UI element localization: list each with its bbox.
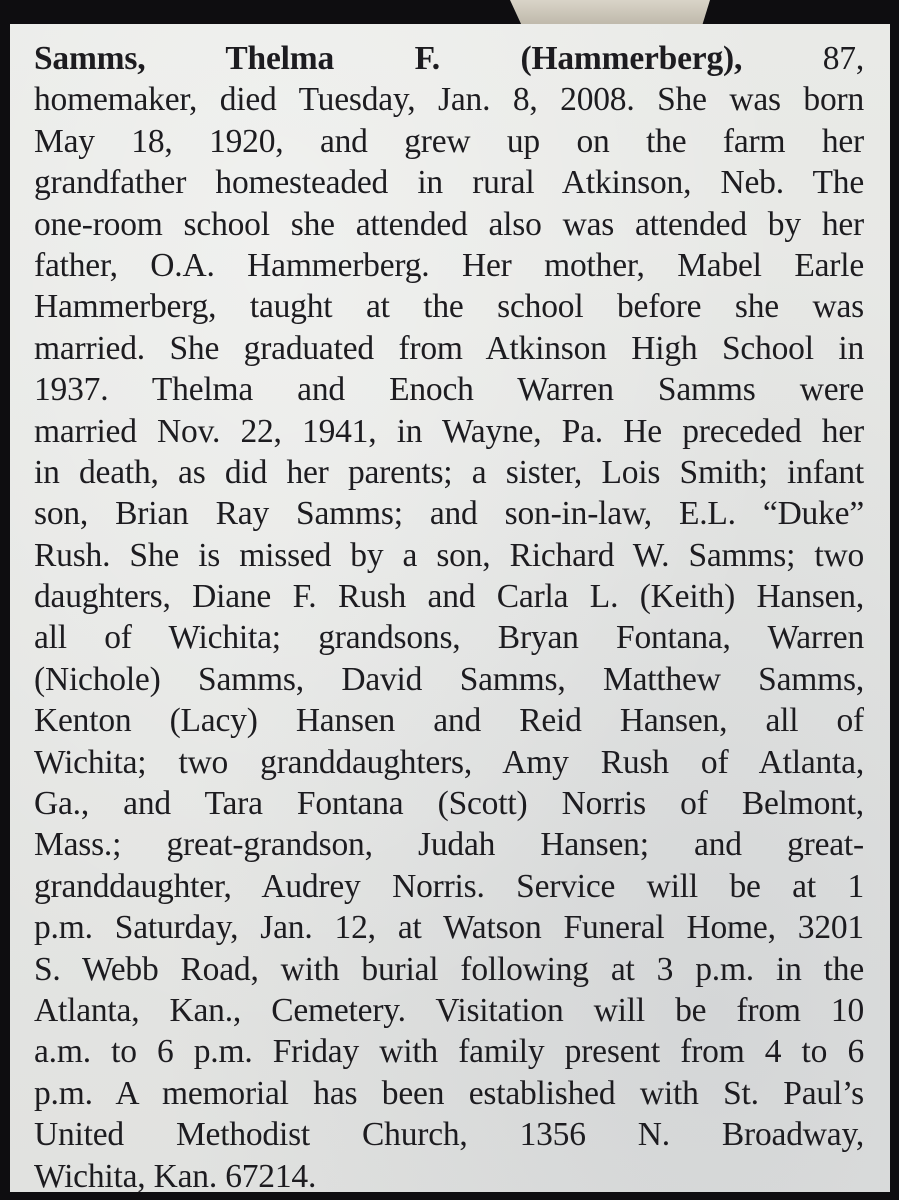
obituary-line: all of Wichita; grandsons, Bryan Fontana, Warren	[34, 619, 864, 657]
obituary-line: Mass.; great-grandson, Judah Hansen; and great-	[34, 826, 864, 864]
obituary-age: 87,	[742, 40, 864, 77]
obituary-line: homemaker, died Tuesday, Jan. 8, 2008. She was born	[34, 81, 864, 119]
obituary-line: 1937. Thelma and Enoch Warren Samms were	[34, 371, 864, 409]
newspaper-clipping	[10, 24, 890, 1195]
obituary-line-1	[34, 38, 864, 79]
obituary-line: Ga., and Tara Fontana (Scott) Norris of Belmont,	[34, 785, 864, 823]
obituary-line: Rush. She is missed by a son, Richard W. Samms; two	[34, 536, 864, 574]
obituary-headline: Samms, Thelma F. (Hammerberg),	[34, 40, 743, 77]
obituary-line: May 18, 1920, and grew up on the farm her	[34, 122, 864, 160]
obituary-line: granddaughter, Audrey Norris. Service will be at 1	[34, 867, 864, 905]
obituary-line: Wichita; two granddaughters, Amy Rush of Atlanta,	[34, 743, 864, 781]
obituary-text	[34, 38, 864, 1197]
obituary-line: grandfather homesteaded in rural Atkinson, Neb. The	[34, 164, 864, 202]
obituary-line: father, O.A. Hammerberg. Her mother, Mabel Earle	[34, 246, 864, 284]
obituary-line: (Nichole) Samms, David Samms, Matthew Samms,	[34, 660, 864, 698]
obituary-line: p.m. Saturday, Jan. 12, at Watson Funeral Home, 3201	[34, 909, 864, 947]
obituary-line: a.m. to 6 p.m. Friday with family present from 4 to 6	[34, 1033, 864, 1071]
obituary-line: daughters, Diane F. Rush and Carla L. (Keith) Hansen,	[34, 578, 864, 616]
obituary-line: S. Webb Road, with burial following at 3 p.m. in the	[34, 950, 864, 988]
obituary-line: Hammerberg, taught at the school before she was	[34, 288, 864, 326]
obituary-line: United Methodist Church, 1356 N. Broadway,	[34, 1116, 864, 1154]
obituary-line: son, Brian Ray Samms; and son-in-law, E.L. “Duke”	[34, 495, 864, 533]
obituary-line: Kenton (Lacy) Hansen and Reid Hansen, all of	[34, 702, 864, 740]
obituary-line: one-room school she attended also was attended by her	[34, 205, 864, 243]
obituary-line: in death, as did her parents; a sister, Lois Smith; infant	[34, 453, 864, 491]
paper-scrap	[510, 0, 710, 26]
obituary-line: Atlanta, Kan., Cemetery. Visitation will be from 10	[34, 991, 864, 1029]
obituary-line: Wichita, Kan. 67214.	[34, 1157, 317, 1195]
obituary-line: p.m. A memorial has been established with St. Paul’s	[34, 1074, 864, 1112]
obituary-line: married Nov. 22, 1941, in Wayne, Pa. He preceded her	[34, 412, 864, 450]
obituary-line: married. She graduated from Atkinson High School in	[34, 329, 864, 367]
